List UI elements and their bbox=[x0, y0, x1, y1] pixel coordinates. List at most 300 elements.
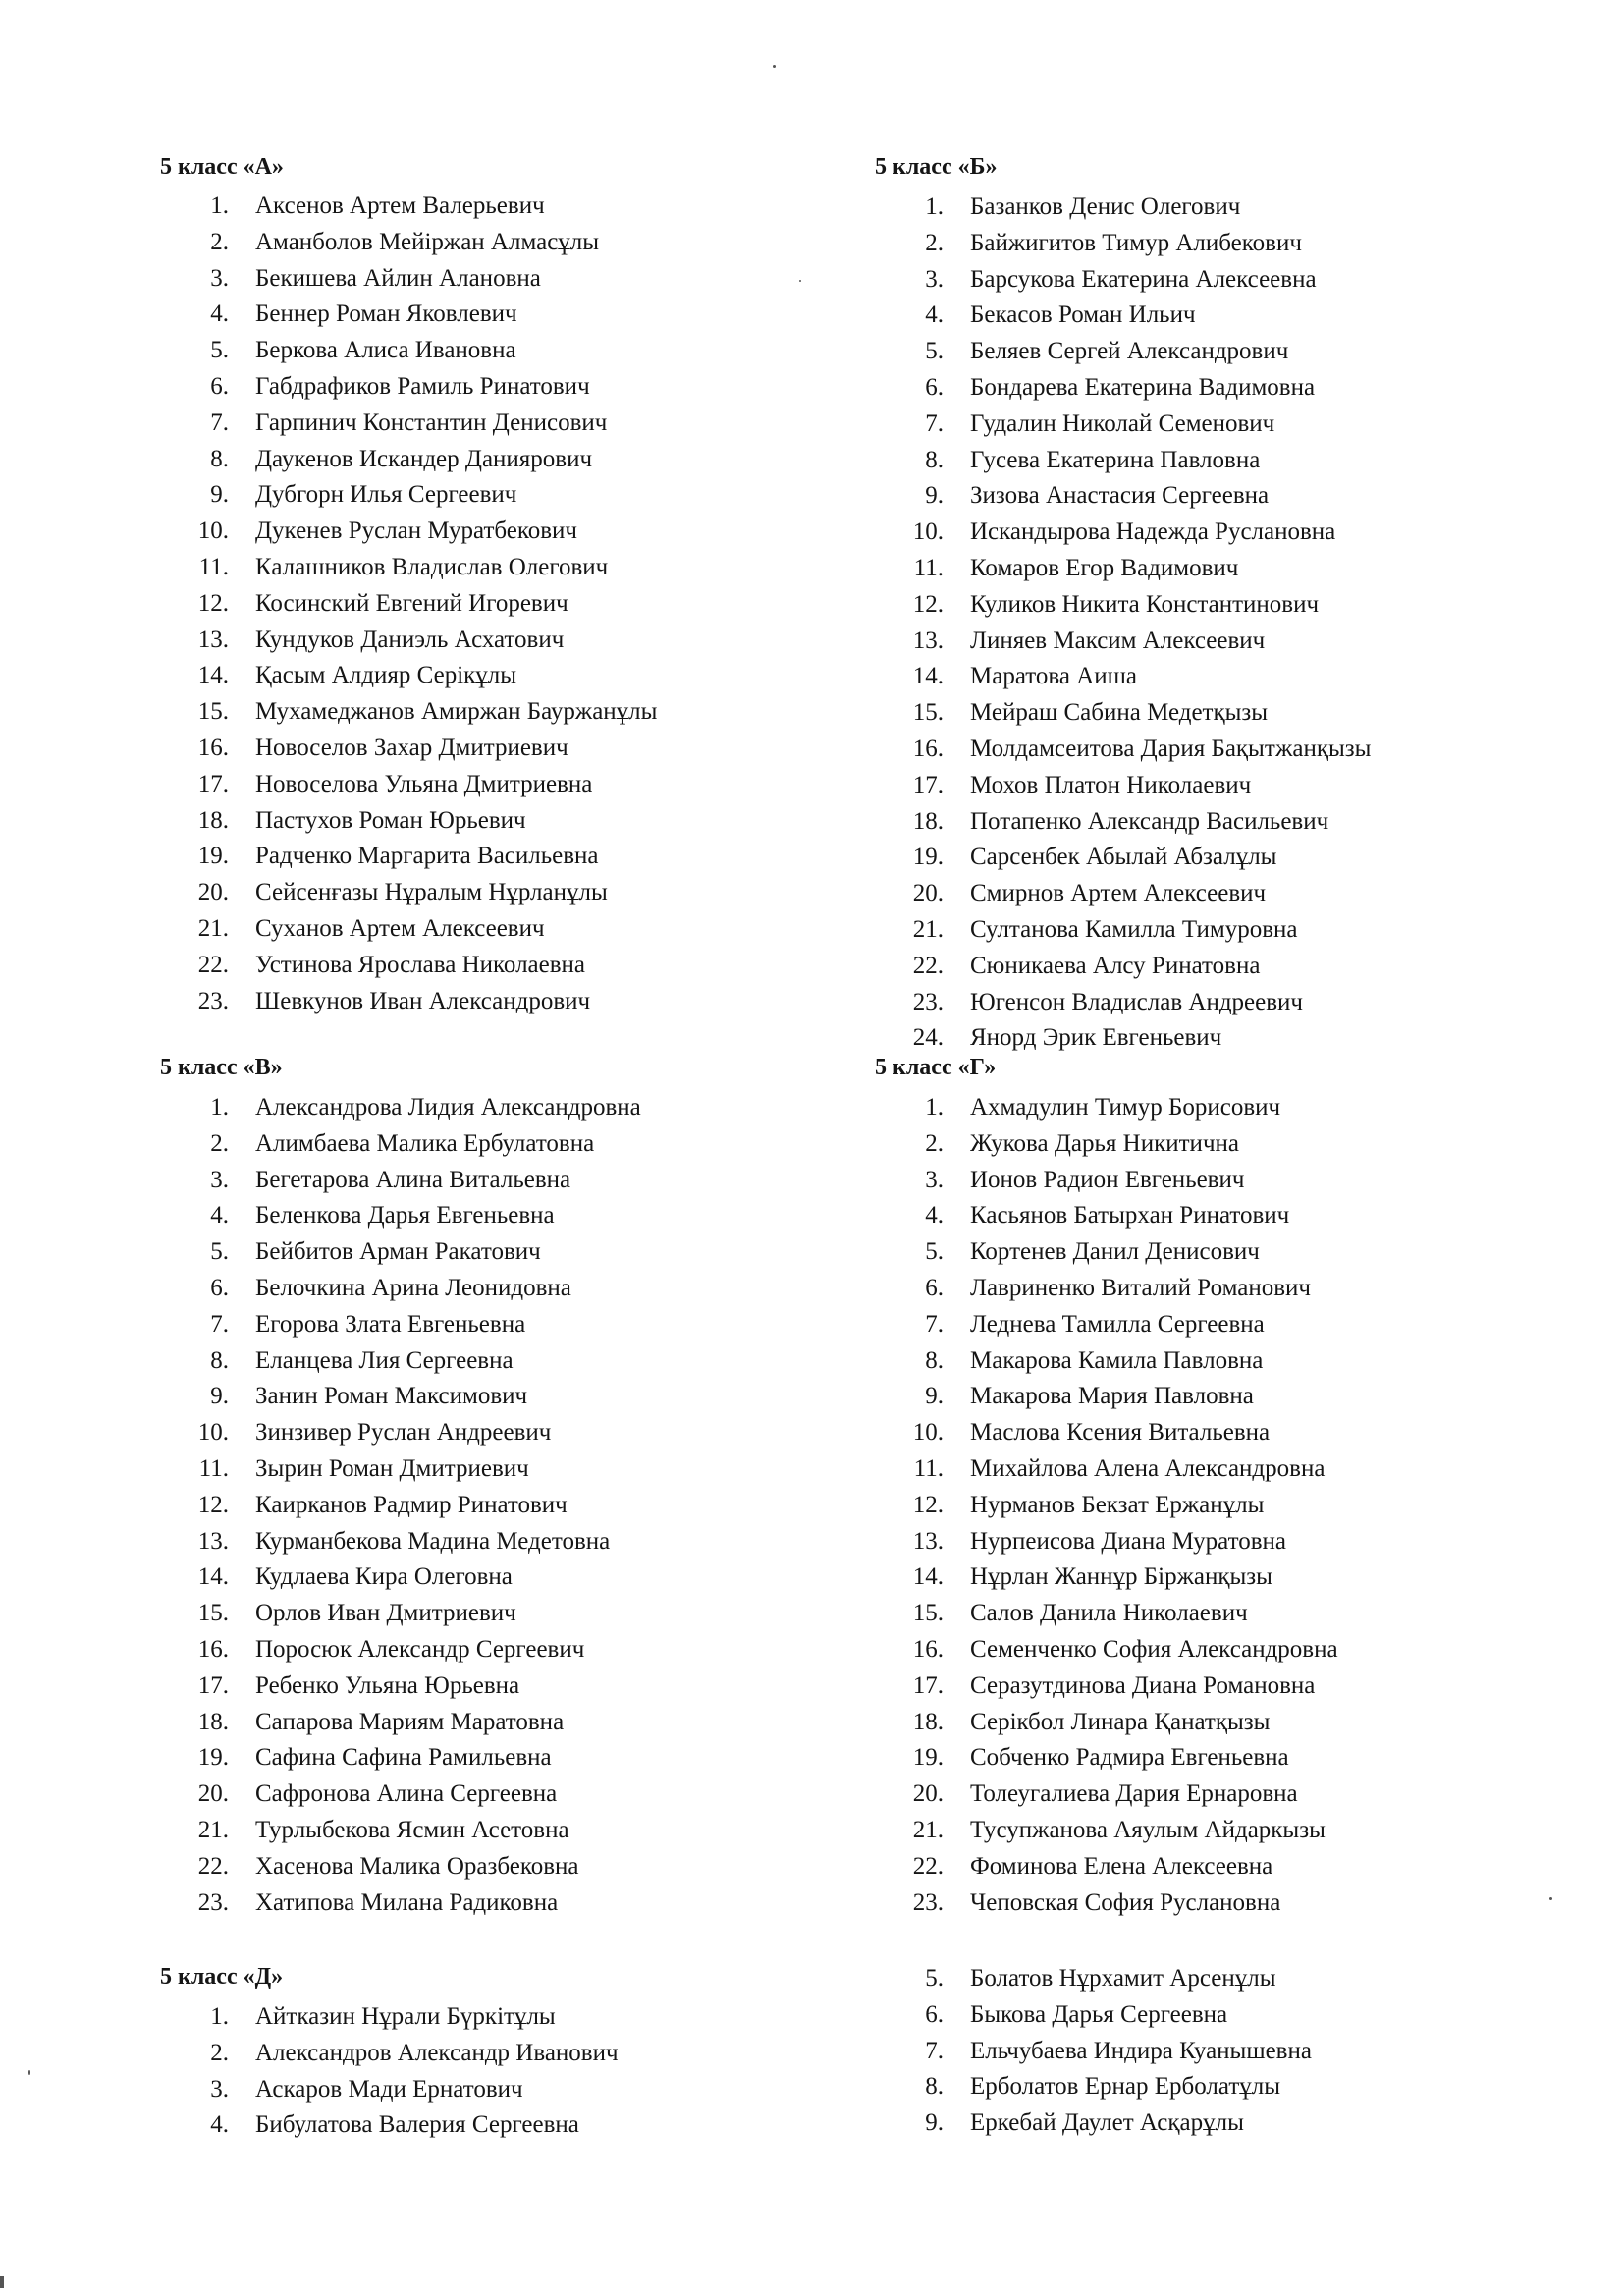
student-list bbox=[160, 189, 658, 1019]
class-section-5d bbox=[160, 1962, 619, 2144]
student-name: Беленкова Дарья Евгеньевна bbox=[255, 1202, 555, 1230]
student-name: Михайлова Алена Александровна bbox=[970, 1454, 1326, 1482]
student-row bbox=[875, 1379, 1254, 1415]
student-number: 6. bbox=[925, 373, 944, 401]
student-row bbox=[875, 1451, 1326, 1488]
class-section-5a bbox=[160, 152, 658, 1019]
student-row bbox=[160, 803, 526, 840]
student-number: 15. bbox=[197, 1600, 229, 1627]
student-list bbox=[160, 1090, 641, 1921]
student-name: Зырин Роман Дмитриевич bbox=[255, 1454, 529, 1482]
student-name: Сарсенбек Абылай Абзалұлы bbox=[970, 844, 1277, 871]
student-number: 17. bbox=[912, 1671, 944, 1699]
student-name: Александров Александр Иванович bbox=[255, 2039, 619, 2066]
student-name: Ерболатов Ернар Ерболатұлы bbox=[970, 2073, 1281, 2101]
student-number: 15. bbox=[197, 698, 229, 726]
student-name: Поросюк Александр Сергеевич bbox=[255, 1635, 585, 1663]
scan-speck bbox=[773, 65, 776, 68]
student-name: Сапарова Мариям Маратовна bbox=[255, 1708, 565, 1735]
student-name: Бегетарова Алина Витальевна bbox=[255, 1166, 571, 1193]
student-row bbox=[875, 1886, 1281, 1922]
student-row bbox=[875, 478, 1270, 515]
student-number: 19. bbox=[197, 843, 229, 870]
student-name: Зизова Анастасия Сергеевна bbox=[970, 482, 1270, 510]
student-name: Гарпинич Константин Денисович bbox=[255, 409, 608, 436]
student-name: Дукенев Руслан Муратбекович bbox=[255, 518, 578, 545]
student-name: Косинский Евгений Игоревич bbox=[255, 589, 568, 617]
student-name: Семенченко София Александровна bbox=[970, 1635, 1338, 1663]
student-name: Болатов Нұрхамит Арсенұлы bbox=[970, 1965, 1276, 1992]
student-number: 2. bbox=[210, 2039, 229, 2066]
class-title: 5 класс «Г» bbox=[875, 1055, 997, 1080]
student-row bbox=[160, 1668, 520, 1705]
student-row bbox=[160, 1415, 552, 1451]
student-name: Янорд Эрик Евгеньевич bbox=[970, 1024, 1222, 1052]
student-name: Мейраш Сабина Медетқызы bbox=[970, 699, 1269, 727]
student-number: 5. bbox=[925, 1238, 944, 1266]
student-number: 16. bbox=[197, 1635, 229, 1663]
student-row bbox=[875, 659, 1137, 695]
student-number: 18. bbox=[912, 807, 944, 835]
scan-speck bbox=[1549, 1897, 1552, 1900]
student-row bbox=[160, 2107, 579, 2144]
student-name: Бекасов Роман Ильич bbox=[970, 301, 1196, 329]
student-row bbox=[160, 586, 568, 623]
student-name: Чеповская София Руслановна bbox=[970, 1888, 1281, 1916]
student-number: 12. bbox=[197, 1491, 229, 1518]
student-name: Нұрлан Жаннұр Біржанқызы bbox=[970, 1563, 1272, 1591]
student-number: 14. bbox=[197, 662, 229, 689]
student-row bbox=[875, 985, 1303, 1021]
student-name: Хасенова Малика Оразбековна bbox=[255, 1852, 579, 1880]
student-name: Байжигитов Тимур Алибекович bbox=[970, 229, 1302, 256]
student-row bbox=[875, 804, 1329, 841]
student-number: 3. bbox=[925, 1166, 944, 1193]
student-number: 14. bbox=[912, 663, 944, 690]
student-row bbox=[875, 190, 1241, 226]
student-name: Потапенко Александр Васильевич bbox=[970, 807, 1329, 835]
student-number: 20. bbox=[912, 1780, 944, 1808]
student-name: Кортенев Данил Денисович bbox=[970, 1238, 1260, 1266]
scan-speck bbox=[0, 2276, 4, 2288]
student-name: Ребенко Ульяна Юрьевна bbox=[255, 1671, 520, 1699]
student-row bbox=[875, 334, 1289, 370]
student-name: Гудалин Николай Семенович bbox=[970, 410, 1275, 437]
student-row bbox=[875, 1271, 1311, 1307]
student-name: Базанков Денис Олегович bbox=[970, 193, 1241, 220]
student-number: 7. bbox=[925, 410, 944, 437]
student-number: 10. bbox=[197, 1419, 229, 1447]
student-row bbox=[160, 1163, 571, 1199]
student-number: 2. bbox=[925, 1129, 944, 1157]
student-row bbox=[875, 262, 1317, 299]
student-name: Орлов Иван Дмитриевич bbox=[255, 1600, 516, 1627]
student-name: Комаров Егор Вадимович bbox=[970, 554, 1239, 581]
student-row bbox=[160, 1451, 529, 1488]
student-row bbox=[160, 1126, 595, 1163]
student-name: Линяев Максим Алексеевич bbox=[970, 627, 1266, 654]
student-name: Сейсенғазы Нұралым Нұрланұлы bbox=[255, 879, 608, 906]
student-name: Беркова Алиса Ивановна bbox=[255, 337, 516, 364]
student-name: Собченко Радмира Евгеньевна bbox=[970, 1744, 1289, 1772]
student-row bbox=[875, 1777, 1298, 1813]
student-row bbox=[875, 1090, 1281, 1126]
student-name: Серазутдинова Диана Романовна bbox=[970, 1671, 1316, 1699]
student-name: Курманбекова Мадина Медетовна bbox=[255, 1527, 611, 1555]
student-number: 16. bbox=[197, 734, 229, 761]
student-number: 3. bbox=[210, 2075, 229, 2103]
student-row bbox=[160, 1740, 552, 1777]
student-name: Суханов Артем Алексеевич bbox=[255, 914, 545, 942]
student-row bbox=[875, 298, 1196, 334]
student-row bbox=[160, 731, 568, 767]
student-name: Макарова Камила Павловна bbox=[970, 1346, 1264, 1374]
student-name: Кудлаева Кира Олеговна bbox=[255, 1563, 513, 1591]
student-row bbox=[160, 658, 517, 694]
student-number: 19. bbox=[912, 1744, 944, 1772]
student-name: Касьянов Батырхан Ринатович bbox=[970, 1202, 1290, 1230]
student-name: Султанова Камилла Тимуровна bbox=[970, 915, 1298, 943]
student-number: 13. bbox=[197, 626, 229, 653]
student-list bbox=[160, 1999, 619, 2144]
student-number: 21. bbox=[197, 914, 229, 942]
student-number: 7. bbox=[925, 1310, 944, 1338]
student-name: Салов Данила Николаевич bbox=[970, 1600, 1248, 1627]
student-row bbox=[160, 1488, 568, 1524]
student-number: 23. bbox=[912, 1888, 944, 1916]
student-name: Макарова Мария Павловна bbox=[970, 1383, 1254, 1410]
student-number: 9. bbox=[210, 481, 229, 509]
student-number: 7. bbox=[210, 409, 229, 436]
student-name: Пастухов Роман Юрьевич bbox=[255, 806, 526, 834]
student-number: 10. bbox=[912, 519, 944, 546]
student-name: Молдамсеитова Дария Бақытжанқызы bbox=[970, 735, 1372, 762]
student-row bbox=[875, 949, 1261, 985]
student-row bbox=[875, 1740, 1289, 1777]
student-number: 8. bbox=[925, 2073, 944, 2101]
student-name: Қасым Алдияр Серікұлы bbox=[255, 662, 517, 689]
student-name: Алимбаева Малика Ербулатовна bbox=[255, 1129, 595, 1157]
student-number: 10. bbox=[197, 518, 229, 545]
student-name: Жукова Дарья Никитична bbox=[970, 1129, 1239, 1157]
student-number: 4. bbox=[210, 1202, 229, 1230]
student-row bbox=[160, 2036, 619, 2072]
student-row bbox=[160, 406, 608, 442]
student-name: Фоминова Елена Алексеевна bbox=[970, 1852, 1273, 1880]
student-number: 8. bbox=[210, 445, 229, 472]
student-row bbox=[875, 551, 1239, 587]
student-number: 11. bbox=[913, 554, 944, 581]
student-number: 22. bbox=[912, 952, 944, 979]
student-row bbox=[875, 1415, 1271, 1451]
student-name: Хатипова Милана Радиковна bbox=[255, 1888, 559, 1916]
student-name: Ахмадулин Тимур Борисович bbox=[970, 1094, 1281, 1121]
student-number: 18. bbox=[197, 806, 229, 834]
student-name: Александрова Лидия Александровна bbox=[255, 1094, 641, 1121]
student-row bbox=[160, 875, 608, 911]
student-name: Белочкина Арина Леонидовна bbox=[255, 1274, 571, 1301]
student-name: Ионов Радион Евгеньевич bbox=[970, 1166, 1245, 1193]
student-row bbox=[875, 1020, 1222, 1057]
student-name: Габдрафиков Рамиль Ринатович bbox=[255, 372, 590, 400]
student-name: Бекишева Айлин Алановна bbox=[255, 264, 541, 292]
student-name: Шевкунов Иван Александрович bbox=[255, 987, 591, 1014]
student-name: Югенсон Владислав Андреевич bbox=[970, 988, 1303, 1015]
student-number: 17. bbox=[197, 1671, 229, 1699]
student-row bbox=[160, 261, 541, 298]
student-name: Смирнов Артем Алексеевич bbox=[970, 880, 1267, 907]
student-number: 22. bbox=[197, 1852, 229, 1880]
student-row bbox=[160, 189, 545, 225]
student-number: 5. bbox=[210, 337, 229, 364]
student-name: Новоселов Захар Дмитриевич bbox=[255, 734, 568, 761]
student-row bbox=[160, 1559, 513, 1596]
student-name: Кундуков Даниэль Асхатович bbox=[255, 626, 565, 653]
class-section-5v bbox=[160, 1053, 641, 1921]
student-number: 11. bbox=[198, 553, 229, 580]
student-row bbox=[160, 1524, 611, 1560]
student-row bbox=[875, 1163, 1245, 1199]
student-number: 13. bbox=[912, 1527, 944, 1555]
student-row bbox=[875, 1705, 1271, 1741]
student-number: 23. bbox=[197, 1888, 229, 1916]
student-name: Дубгорн Илья Сергеевич bbox=[255, 481, 517, 509]
student-number: 21. bbox=[197, 1816, 229, 1843]
student-name: Сафина Сафина Рамильевна bbox=[255, 1744, 552, 1772]
student-row bbox=[875, 443, 1261, 479]
student-row bbox=[160, 984, 591, 1020]
student-number: 19. bbox=[912, 844, 944, 871]
student-row bbox=[160, 911, 545, 948]
student-row bbox=[160, 1813, 569, 1849]
student-row bbox=[160, 1777, 558, 1813]
student-row bbox=[160, 948, 586, 984]
student-number: 9. bbox=[925, 482, 944, 510]
student-row bbox=[875, 1668, 1316, 1705]
student-number: 11. bbox=[913, 1454, 944, 1482]
student-row bbox=[875, 1343, 1264, 1380]
student-number: 15. bbox=[912, 699, 944, 727]
student-number: 23. bbox=[197, 987, 229, 1014]
student-number: 14. bbox=[197, 1563, 229, 1591]
student-row bbox=[875, 1559, 1272, 1596]
student-row bbox=[875, 1524, 1287, 1560]
student-name: Беляев Сергей Александрович bbox=[970, 338, 1289, 365]
scan-speck bbox=[799, 280, 801, 282]
student-name: Сафронова Алина Сергеевна bbox=[255, 1780, 558, 1808]
student-number: 3. bbox=[925, 265, 944, 293]
student-row bbox=[875, 1307, 1265, 1343]
student-name: Мохов Платон Николаевич bbox=[970, 771, 1252, 798]
student-number: 8. bbox=[210, 1346, 229, 1374]
student-name: Леднева Тамилла Сергеевна bbox=[970, 1310, 1265, 1338]
student-row bbox=[160, 442, 593, 478]
student-row bbox=[875, 1234, 1260, 1271]
student-row bbox=[875, 1849, 1273, 1886]
student-name: Искандырова Надежда Руслановна bbox=[970, 519, 1336, 546]
student-number: 6. bbox=[210, 1274, 229, 1301]
student-number: 20. bbox=[197, 879, 229, 906]
student-row bbox=[160, 1271, 571, 1307]
student-name: Быкова Дарья Сергеевна bbox=[970, 2000, 1228, 2028]
student-name: Куликов Никита Константинович bbox=[970, 590, 1320, 618]
student-name: Мухамеджанов Амиржан Бауржанұлы bbox=[255, 698, 658, 726]
student-number: 1. bbox=[210, 1094, 229, 1121]
student-number: 2. bbox=[925, 229, 944, 256]
student-number: 3. bbox=[210, 264, 229, 292]
student-row bbox=[160, 1999, 556, 2036]
class-title: 5 класс «Д» bbox=[160, 1964, 284, 1990]
student-row bbox=[160, 1198, 555, 1234]
student-name: Каирканов Радмир Ринатович bbox=[255, 1491, 568, 1518]
student-row bbox=[875, 732, 1372, 768]
student-number: 9. bbox=[925, 1383, 944, 1410]
student-number: 24. bbox=[912, 1024, 944, 1052]
student-name: Маратова Аиша bbox=[970, 663, 1137, 690]
student-name: Радченко Маргарита Васильевна bbox=[255, 843, 599, 870]
student-number: 4. bbox=[925, 1202, 944, 1230]
student-number: 3. bbox=[210, 1166, 229, 1193]
student-row bbox=[875, 1596, 1248, 1632]
student-name: Барсукова Екатерина Алексеевна bbox=[970, 265, 1317, 293]
student-row bbox=[160, 225, 600, 261]
student-row bbox=[875, 768, 1252, 804]
student-name: Лавриненко Виталий Романович bbox=[970, 1274, 1311, 1301]
student-name: Еланцева Лия Сергеевна bbox=[255, 1346, 514, 1374]
student-name: Бейбитов Арман Ракатович bbox=[255, 1238, 541, 1266]
student-row bbox=[160, 1596, 516, 1632]
class-section-5g bbox=[875, 1053, 1338, 1921]
student-number: 10. bbox=[912, 1419, 944, 1447]
student-row bbox=[160, 623, 565, 659]
student-name: Маслова Ксения Витальевна bbox=[970, 1419, 1271, 1447]
student-number: 12. bbox=[197, 589, 229, 617]
student-name: Устинова Ярослава Николаевна bbox=[255, 951, 586, 978]
student-number: 14. bbox=[912, 1563, 944, 1591]
student-number: 23. bbox=[912, 988, 944, 1015]
student-row bbox=[875, 1488, 1265, 1524]
student-number: 20. bbox=[197, 1780, 229, 1808]
student-number: 13. bbox=[912, 627, 944, 654]
student-number: 18. bbox=[912, 1708, 944, 1735]
student-row bbox=[875, 876, 1267, 912]
student-number: 4. bbox=[925, 301, 944, 329]
student-row bbox=[160, 2072, 523, 2108]
student-row bbox=[160, 297, 517, 333]
student-number: 6. bbox=[925, 1274, 944, 1301]
student-row bbox=[160, 514, 578, 550]
student-number: 7. bbox=[925, 2037, 944, 2064]
scan-speck bbox=[28, 2070, 30, 2075]
student-name: Даукенов Искандер Даниярович bbox=[255, 445, 593, 472]
student-name: Толеугалиева Дария Ернаровна bbox=[970, 1780, 1298, 1808]
student-name: Еркебай Даулет Асқарұлы bbox=[970, 2109, 1244, 2137]
student-number: 1. bbox=[210, 2003, 229, 2030]
student-number: 2. bbox=[210, 228, 229, 255]
class-title: 5 класс «А» bbox=[160, 154, 284, 180]
student-number: 17. bbox=[197, 770, 229, 797]
student-row bbox=[875, 624, 1266, 660]
student-number: 11. bbox=[198, 1454, 229, 1482]
student-name: Турлыбекова Ясмин Асетовна bbox=[255, 1816, 569, 1843]
student-number: 17. bbox=[912, 771, 944, 798]
student-number: 9. bbox=[925, 2109, 944, 2137]
student-number: 4. bbox=[210, 301, 229, 328]
student-number: 1. bbox=[210, 192, 229, 219]
student-row bbox=[875, 587, 1320, 624]
student-row bbox=[875, 515, 1336, 551]
student-number: 9. bbox=[210, 1383, 229, 1410]
student-row bbox=[160, 694, 658, 731]
student-number: 7. bbox=[210, 1310, 229, 1338]
student-row bbox=[160, 1705, 565, 1741]
student-name: Нурманов Бекзат Ержанұлы bbox=[970, 1491, 1265, 1518]
class-title: 5 класс «Б» bbox=[875, 154, 998, 180]
student-name: Бибулатова Валерия Сергеевна bbox=[255, 2111, 579, 2139]
student-number: 21. bbox=[912, 1816, 944, 1843]
student-row bbox=[875, 407, 1275, 443]
student-name: Аскаров Мади Ернатович bbox=[255, 2075, 523, 2103]
student-row bbox=[160, 550, 609, 586]
student-name: Калашников Владислав Олегович bbox=[255, 553, 609, 580]
student-number: 2. bbox=[210, 1129, 229, 1157]
student-number: 8. bbox=[925, 1346, 944, 1374]
student-row bbox=[160, 1886, 559, 1922]
student-name: Беннер Роман Яковлевич bbox=[255, 301, 517, 328]
student-number: 1. bbox=[925, 1094, 944, 1121]
student-number: 15. bbox=[912, 1600, 944, 1627]
student-name: Серікбол Линара Қанатқызы bbox=[970, 1708, 1271, 1735]
student-name: Гусева Екатерина Павловна bbox=[970, 446, 1261, 473]
student-row bbox=[875, 912, 1298, 949]
student-row bbox=[160, 1307, 526, 1343]
class-section-5b bbox=[875, 152, 1372, 1057]
student-row bbox=[160, 1343, 514, 1380]
student-list bbox=[875, 1090, 1338, 1921]
student-number: 6. bbox=[210, 372, 229, 400]
student-number: 12. bbox=[912, 1491, 944, 1518]
student-row bbox=[875, 1126, 1239, 1163]
student-row bbox=[160, 839, 599, 875]
student-number: 1. bbox=[925, 193, 944, 220]
student-name: Аксенов Артем Валерьевич bbox=[255, 192, 545, 219]
student-row bbox=[875, 370, 1316, 407]
student-number: 22. bbox=[912, 1852, 944, 1880]
student-number: 4. bbox=[210, 2111, 229, 2139]
student-row bbox=[875, 695, 1269, 732]
student-row bbox=[160, 1234, 541, 1271]
student-row bbox=[160, 1090, 641, 1126]
student-list bbox=[875, 190, 1372, 1057]
student-name: Занин Роман Максимович bbox=[255, 1383, 528, 1410]
student-number: 22. bbox=[197, 951, 229, 978]
student-row bbox=[875, 1198, 1290, 1234]
student-number: 13. bbox=[197, 1527, 229, 1555]
student-row bbox=[160, 369, 590, 406]
student-row bbox=[160, 1849, 579, 1886]
student-name: Аманболов Мейіржан Алмасұлы bbox=[255, 228, 600, 255]
student-row bbox=[160, 477, 517, 514]
student-number: 8. bbox=[925, 446, 944, 473]
student-row bbox=[160, 333, 516, 369]
student-name: Егорова Злата Евгеньевна bbox=[255, 1310, 526, 1338]
student-name: Бондарева Екатерина Вадимовна bbox=[970, 373, 1316, 401]
student-row bbox=[875, 840, 1277, 876]
student-number: 21. bbox=[912, 915, 944, 943]
student-name: Новоселова Ульяна Дмитриевна bbox=[255, 770, 593, 797]
class-title: 5 класс «В» bbox=[160, 1055, 283, 1080]
student-number: 20. bbox=[912, 880, 944, 907]
